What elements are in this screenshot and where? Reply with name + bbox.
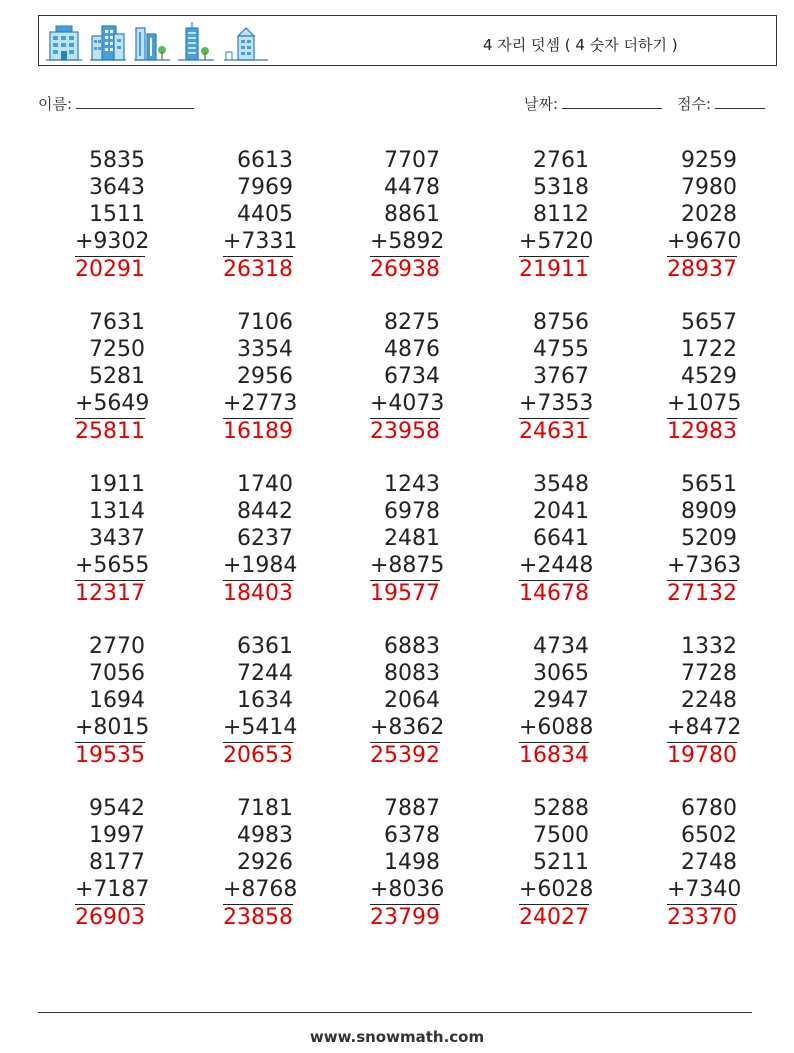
- addend: 7887: [384, 796, 440, 821]
- tall-building-icon: [224, 22, 268, 62]
- building-icon: [46, 22, 82, 62]
- problem: [370, 147, 445, 283]
- addend: 3643: [89, 175, 145, 200]
- addend-with-plus: +2448: [519, 553, 594, 578]
- addend: 6641: [533, 526, 589, 551]
- addend: 7181: [237, 796, 293, 821]
- addend: 6734: [384, 364, 440, 389]
- addend-with-plus: +1075: [667, 391, 742, 416]
- problem: [370, 309, 445, 445]
- addend: 7969: [237, 175, 293, 200]
- addend-with-plus: +7187: [75, 877, 150, 902]
- addend: 1243: [384, 472, 440, 497]
- answer: 28937: [667, 257, 737, 282]
- problem: [519, 309, 594, 445]
- addend: 4405: [237, 202, 293, 227]
- addend: 8756: [533, 310, 589, 335]
- addend-with-plus: +2773: [223, 391, 298, 416]
- problem: [75, 471, 150, 607]
- addend: 9542: [89, 796, 145, 821]
- answer: 18403: [223, 581, 293, 606]
- addend-with-plus: +8875: [370, 553, 445, 578]
- addend: 5835: [89, 148, 145, 173]
- addend: 2028: [681, 202, 737, 227]
- addend-with-plus: +9302: [75, 229, 150, 254]
- addend-with-plus: +5720: [519, 229, 594, 254]
- addend: 3437: [89, 526, 145, 551]
- addend: 7980: [681, 175, 737, 200]
- problem: [519, 471, 594, 607]
- addend-with-plus: +8768: [223, 877, 298, 902]
- addend-with-plus: +6028: [519, 877, 594, 902]
- addend: 7106: [237, 310, 293, 335]
- addend: 6613: [237, 148, 293, 173]
- answer: 14678: [519, 581, 589, 606]
- problem: [519, 633, 594, 769]
- addend: 6978: [384, 499, 440, 524]
- answer: 25392: [370, 743, 440, 768]
- answer: 23858: [223, 905, 293, 930]
- name-label: 이름:: [38, 95, 73, 113]
- addend-with-plus: +7363: [667, 553, 742, 578]
- problem: [75, 309, 150, 445]
- answer: 12983: [667, 419, 737, 444]
- addend: 1911: [89, 472, 145, 497]
- addend: 7728: [681, 661, 737, 686]
- addend: 2926: [237, 850, 293, 875]
- problem: [667, 633, 742, 769]
- answer: 26318: [223, 257, 293, 282]
- addend-with-plus: +7353: [519, 391, 594, 416]
- addend: 7056: [89, 661, 145, 686]
- addend: 4529: [681, 364, 737, 389]
- addend: 1314: [89, 499, 145, 524]
- addend: 2064: [384, 688, 440, 713]
- addend: 6361: [237, 634, 293, 659]
- score-blank[interactable]: [715, 94, 765, 109]
- addend: 7244: [237, 661, 293, 686]
- problem: [75, 795, 150, 931]
- addend: 5651: [681, 472, 737, 497]
- addend-with-plus: +5649: [75, 391, 150, 416]
- problem: [223, 795, 298, 931]
- addend: 6780: [681, 796, 737, 821]
- office-building-icon: [90, 22, 126, 62]
- addend: 4876: [384, 337, 440, 362]
- addend: 2748: [681, 850, 737, 875]
- answer: 23799: [370, 905, 440, 930]
- addend: 2956: [237, 364, 293, 389]
- addend: 6502: [681, 823, 737, 848]
- addend: 7631: [89, 310, 145, 335]
- answer: 24631: [519, 419, 589, 444]
- answer: 24027: [519, 905, 589, 930]
- date-label: 날짜:: [524, 95, 559, 113]
- addend-with-plus: +8362: [370, 715, 445, 740]
- answer: 12317: [75, 581, 145, 606]
- addend: 5211: [533, 850, 589, 875]
- addend: 5288: [533, 796, 589, 821]
- problem: [519, 795, 594, 931]
- addend: 8275: [384, 310, 440, 335]
- addend: 9259: [681, 148, 737, 173]
- addend: 2248: [681, 688, 737, 713]
- answer: 20291: [75, 257, 145, 282]
- problem: [667, 471, 742, 607]
- addend: 6237: [237, 526, 293, 551]
- problem: [370, 471, 445, 607]
- score-field[interactable]: [677, 93, 765, 114]
- addend: 2481: [384, 526, 440, 551]
- answer: 19780: [667, 743, 737, 768]
- addend-with-plus: +1984: [223, 553, 298, 578]
- addend-with-plus: +6088: [519, 715, 594, 740]
- skyscraper-tree-icon: [178, 22, 214, 62]
- addend: 7500: [533, 823, 589, 848]
- answer: 20653: [223, 743, 293, 768]
- problem: [223, 471, 298, 607]
- addend: 5281: [89, 364, 145, 389]
- addend: 4983: [237, 823, 293, 848]
- addend: 4478: [384, 175, 440, 200]
- name-field[interactable]: [38, 93, 194, 114]
- addend: 8861: [384, 202, 440, 227]
- addend: 5209: [681, 526, 737, 551]
- problem: [370, 795, 445, 931]
- addend: 1740: [237, 472, 293, 497]
- answer: 25811: [75, 419, 145, 444]
- answer: 19577: [370, 581, 440, 606]
- addend-with-plus: +4073: [370, 391, 445, 416]
- addend-with-plus: +5655: [75, 553, 150, 578]
- addend: 2041: [533, 499, 589, 524]
- answer: 26938: [370, 257, 440, 282]
- addend: 1694: [89, 688, 145, 713]
- addend-with-plus: +8036: [370, 877, 445, 902]
- addend: 3065: [533, 661, 589, 686]
- addend: 3354: [237, 337, 293, 362]
- addend: 8177: [89, 850, 145, 875]
- answer: 26903: [75, 905, 145, 930]
- answer: 23370: [667, 905, 737, 930]
- name-blank[interactable]: [76, 94, 194, 109]
- addend-with-plus: +8472: [667, 715, 742, 740]
- addend: 7250: [89, 337, 145, 362]
- problem: [223, 309, 298, 445]
- addend: 6883: [384, 634, 440, 659]
- date-field[interactable]: [524, 93, 662, 114]
- addend: 8112: [533, 202, 589, 227]
- addend: 1997: [89, 823, 145, 848]
- addend: 6378: [384, 823, 440, 848]
- addend: 2770: [89, 634, 145, 659]
- addend: 1511: [89, 202, 145, 227]
- answer: 16834: [519, 743, 589, 768]
- addend: 4734: [533, 634, 589, 659]
- addend: 8442: [237, 499, 293, 524]
- problem: [667, 147, 742, 283]
- problem: [667, 795, 742, 931]
- addend: 4755: [533, 337, 589, 362]
- addend-with-plus: +5892: [370, 229, 445, 254]
- problem: [223, 633, 298, 769]
- addend: 7707: [384, 148, 440, 173]
- score-label: 점수:: [677, 95, 712, 113]
- addend: 5318: [533, 175, 589, 200]
- addend: 8909: [681, 499, 737, 524]
- problem: [370, 633, 445, 769]
- addend-with-plus: +7340: [667, 877, 742, 902]
- answer: 27132: [667, 581, 737, 606]
- problem: [75, 147, 150, 283]
- problem: [223, 147, 298, 283]
- towers-trees-icon: [134, 22, 170, 62]
- addend-with-plus: +7331: [223, 229, 298, 254]
- answer: 16189: [223, 419, 293, 444]
- problem: [667, 309, 742, 445]
- answer: 19535: [75, 743, 145, 768]
- addend: 5657: [681, 310, 737, 335]
- addend-with-plus: +5414: [223, 715, 298, 740]
- addend: 3767: [533, 364, 589, 389]
- problem: [519, 147, 594, 283]
- addend: 3548: [533, 472, 589, 497]
- addend: 1722: [681, 337, 737, 362]
- addend-with-plus: +8015: [75, 715, 150, 740]
- addend-with-plus: +9670: [667, 229, 742, 254]
- worksheet-title: 4 자리 덧셈 ( 4 숫자 더하기 ): [483, 36, 678, 54]
- problem: [75, 633, 150, 769]
- date-blank[interactable]: [562, 94, 662, 109]
- addend: 1332: [681, 634, 737, 659]
- addend: 1634: [237, 688, 293, 713]
- answer: 23958: [370, 419, 440, 444]
- footer-divider: [38, 1012, 752, 1013]
- answer: 21911: [519, 257, 589, 282]
- addend: 2947: [533, 688, 589, 713]
- addend: 2761: [533, 148, 589, 173]
- header-box: [38, 15, 777, 66]
- addend: 8083: [384, 661, 440, 686]
- footer-site[interactable]: www.snowmath.com: [309, 1028, 485, 1046]
- addend: 1498: [384, 850, 440, 875]
